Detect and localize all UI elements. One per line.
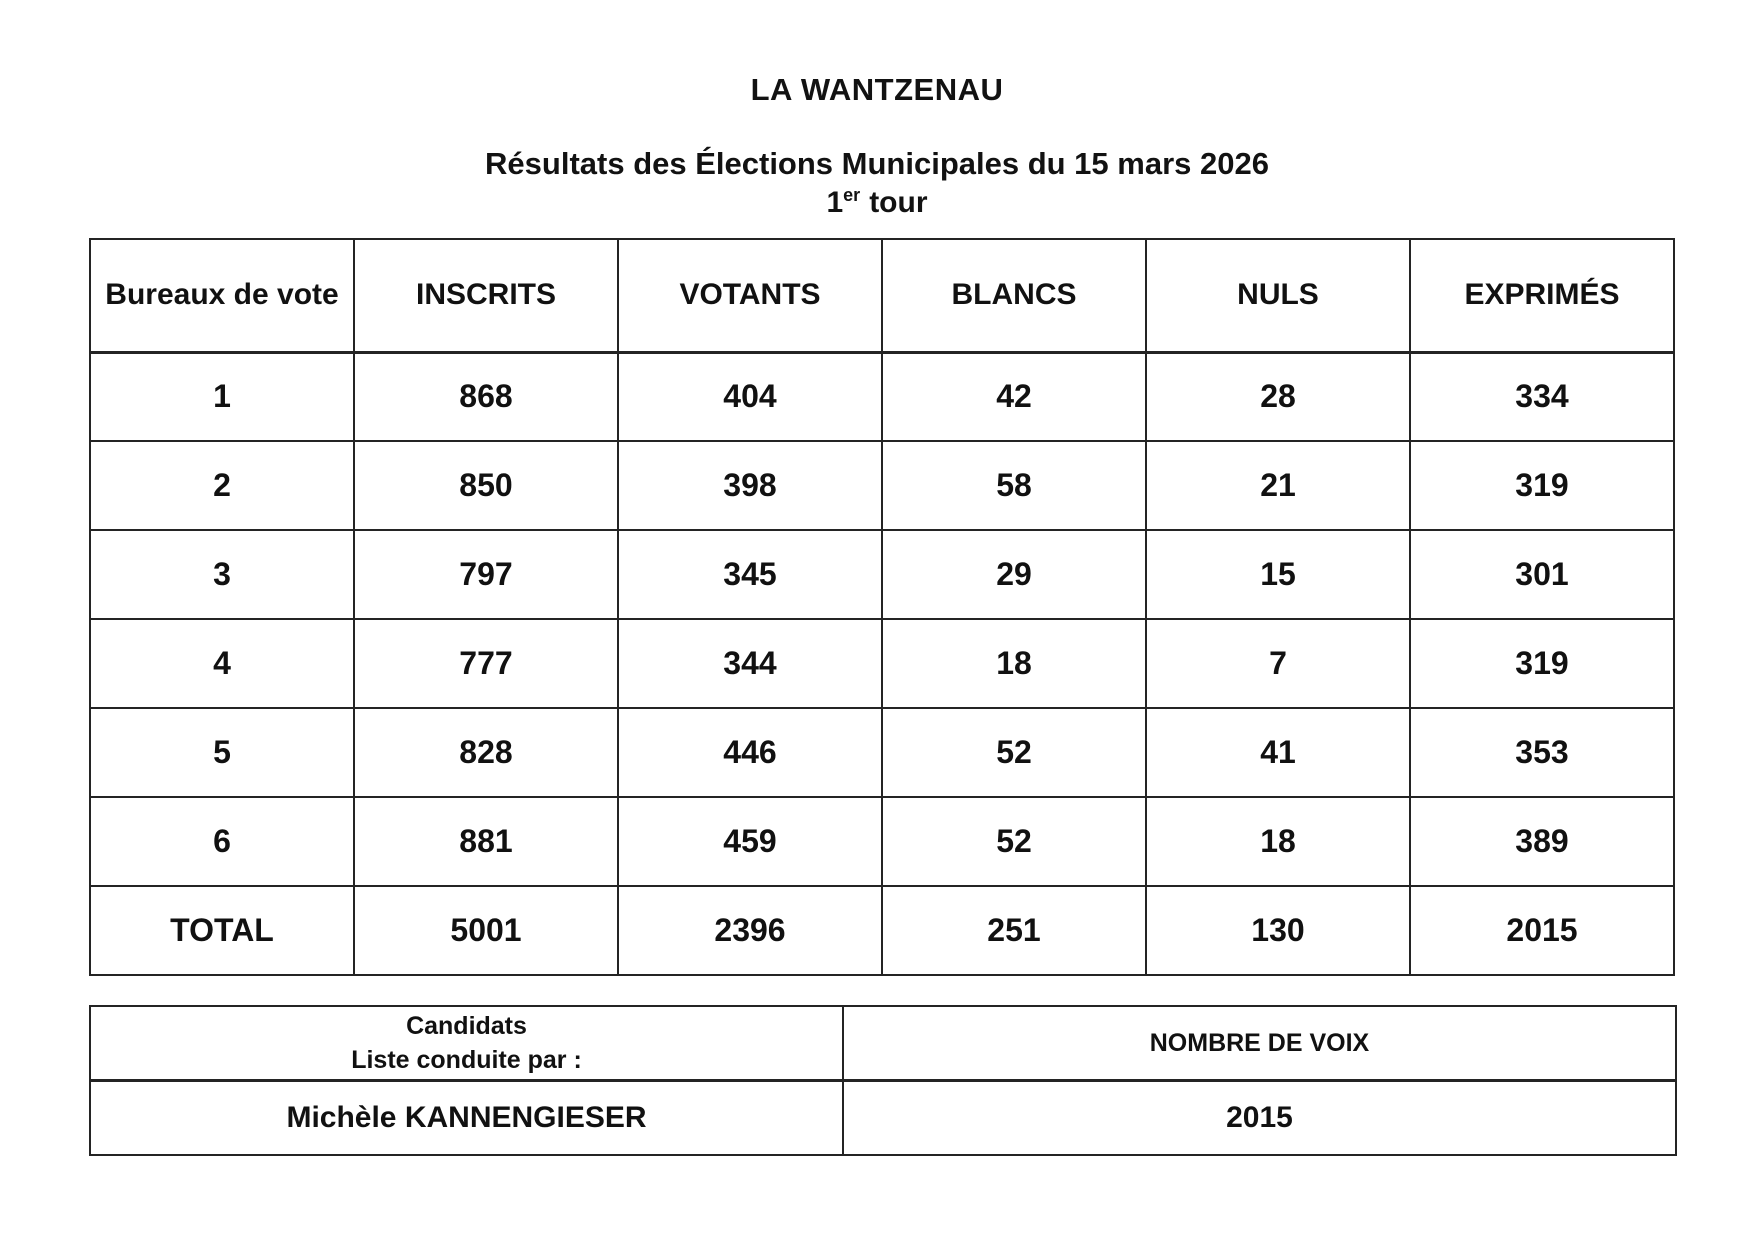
table-cell: 7 xyxy=(1146,619,1410,708)
table-cell: 18 xyxy=(1146,797,1410,886)
table-cell-total-label: TOTAL xyxy=(90,886,354,975)
table-cell: 345 xyxy=(618,530,882,619)
table-cell: 42 xyxy=(882,352,1146,441)
table-row-total xyxy=(90,886,1674,975)
table-cell: 5 xyxy=(90,708,354,797)
candidates-header-line1: Candidats xyxy=(406,1011,527,1040)
table-cell: 52 xyxy=(882,797,1146,886)
candidates-header-row xyxy=(90,1006,1676,1080)
table-cell: 404 xyxy=(618,352,882,441)
table-row-bureau-6 xyxy=(90,797,1674,886)
commune-title: LA WANTZENAU xyxy=(750,72,1004,107)
table-cell: 251 xyxy=(882,886,1146,975)
table-cell: 5001 xyxy=(354,886,618,975)
table-cell: 389 xyxy=(1410,797,1674,886)
candidate-votes-cell: 2015 xyxy=(843,1080,1676,1155)
results-header-row xyxy=(90,239,1674,352)
table-cell: 1 xyxy=(90,352,354,441)
table-cell: 828 xyxy=(354,708,618,797)
candidate-name-cell: Michèle KANNENGIESER xyxy=(90,1080,843,1155)
table-cell: 344 xyxy=(618,619,882,708)
table-cell: 353 xyxy=(1410,708,1674,797)
table-row-bureau-1 xyxy=(90,352,1674,441)
results-table xyxy=(89,238,1675,976)
table-cell: 18 xyxy=(882,619,1146,708)
table-row-bureau-2 xyxy=(90,441,1674,530)
table-cell: 6 xyxy=(90,797,354,886)
table-cell: 881 xyxy=(354,797,618,886)
column-header-nombre-de-voix: NOMBRE DE VOIX xyxy=(843,1006,1676,1080)
candidates-header-line2: Liste conduite par : xyxy=(351,1045,582,1074)
column-header-bureaux-de-vote: Bureaux de vote xyxy=(90,239,354,352)
results-subtitle: Résultats des Élections Municipales du 15 mars 2026 xyxy=(485,146,1269,181)
table-cell: 28 xyxy=(1146,352,1410,441)
column-header-inscrits: INSCRITS xyxy=(354,239,618,352)
table-cell: 130 xyxy=(1146,886,1410,975)
table-cell: 777 xyxy=(354,619,618,708)
table-cell: 52 xyxy=(882,708,1146,797)
column-header-blancs: BLANCS xyxy=(882,239,1146,352)
table-cell: 15 xyxy=(1146,530,1410,619)
table-cell: 2015 xyxy=(1410,886,1674,975)
table-cell: 4 xyxy=(90,619,354,708)
candidates-table xyxy=(89,1005,1677,1156)
table-cell: 850 xyxy=(354,441,618,530)
table-cell: 334 xyxy=(1410,352,1674,441)
table-cell: 459 xyxy=(618,797,882,886)
column-header-nuls: NULS xyxy=(1146,239,1410,352)
table-cell: 58 xyxy=(882,441,1146,530)
column-header-votants: VOTANTS xyxy=(618,239,882,352)
table-cell: 319 xyxy=(1410,441,1674,530)
round-line xyxy=(0,186,1754,220)
round-number: 1 xyxy=(826,186,844,219)
table-row-bureau-3 xyxy=(90,530,1674,619)
table-cell: 446 xyxy=(618,708,882,797)
table-cell: 29 xyxy=(882,530,1146,619)
column-header-candidates xyxy=(90,1006,843,1080)
table-cell: 319 xyxy=(1410,619,1674,708)
table-row-bureau-5 xyxy=(90,708,1674,797)
table-cell: 2396 xyxy=(618,886,882,975)
table-cell: 797 xyxy=(354,530,618,619)
table-cell: 398 xyxy=(618,441,882,530)
table-cell: 2 xyxy=(90,441,354,530)
table-row-bureau-4 xyxy=(90,619,1674,708)
candidate-row xyxy=(90,1080,1676,1155)
table-cell: 21 xyxy=(1146,441,1410,530)
round-ordinal-suffix: er xyxy=(843,185,861,205)
table-cell: 3 xyxy=(90,530,354,619)
column-header-exprimes: EXPRIMÉS xyxy=(1410,239,1674,352)
table-cell: 41 xyxy=(1146,708,1410,797)
round-word: tour xyxy=(869,186,928,219)
table-cell: 301 xyxy=(1410,530,1674,619)
table-cell: 868 xyxy=(354,352,618,441)
